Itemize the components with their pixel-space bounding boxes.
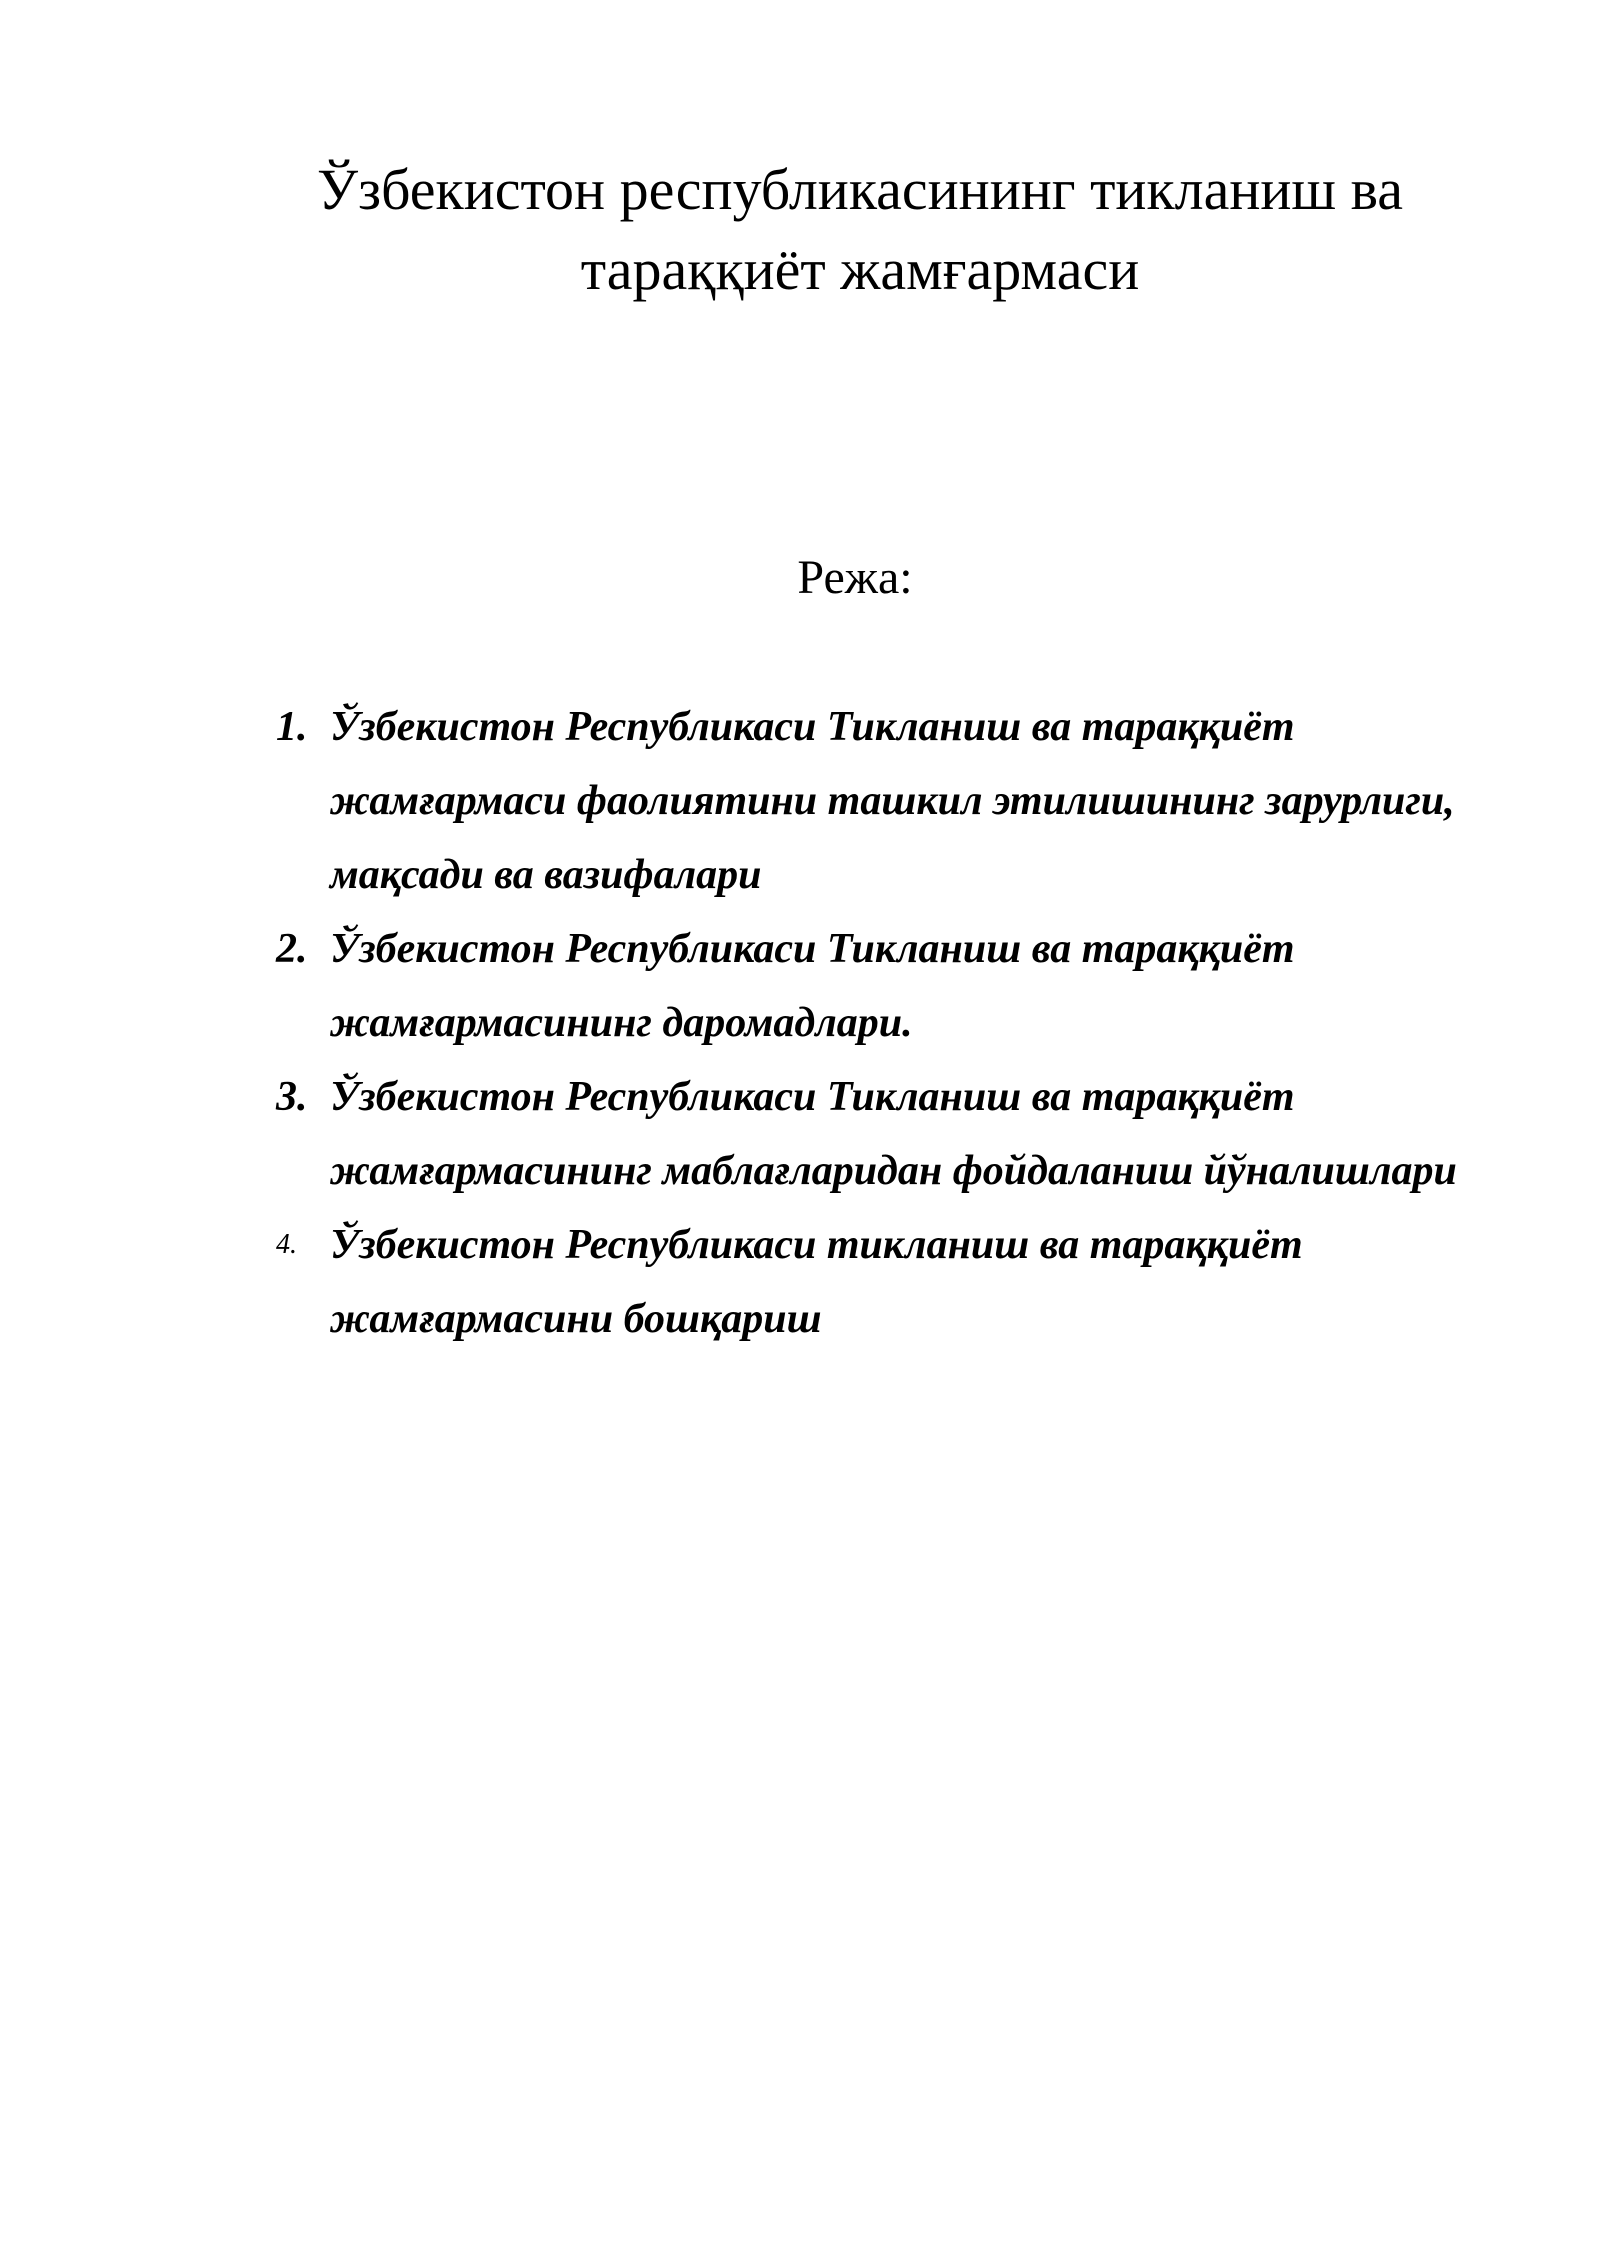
plan-list bbox=[268, 690, 1528, 1356]
plan-item-3 bbox=[268, 1060, 1528, 1208]
plan-item-number: 1. bbox=[276, 704, 308, 750]
plan-item-text: Ўзбекистон Республикаси тикланиш ва тараққиёт жамғармасини бошқариш bbox=[330, 1222, 1303, 1342]
plan-item-number: 3. bbox=[276, 1074, 308, 1120]
plan-item-text: Ўзбекистон Республикаси Тикланиш ва тараққиёт жамғармасининг маблағларидан фойдаланиш йўналишлари bbox=[330, 1074, 1457, 1194]
plan-item-text: Ўзбекистон Республикаси Тикланиш ва тараққиёт жамғармаси фаолиятини ташкил этилишининг зарурлиги, мақсади ва вазифалари bbox=[330, 704, 1455, 898]
plan-heading: Режа: bbox=[797, 551, 913, 604]
document-title-line-2: тараққиёт жамғармаси bbox=[580, 237, 1140, 302]
plan-item-2 bbox=[268, 912, 1528, 1060]
plan-item-number: 2. bbox=[276, 926, 308, 972]
plan-item-number: 4. bbox=[276, 1229, 297, 1260]
plan-item-1 bbox=[268, 690, 1528, 912]
plan-item-4 bbox=[268, 1208, 1528, 1356]
document-title-line-1: Ўзбекистон республикасининг тикланиш ва bbox=[317, 157, 1403, 222]
document-title bbox=[250, 150, 1470, 310]
plan-item-text: Ўзбекистон Республикаси Тикланиш ва тараққиёт жамғармасининг даромадлари. bbox=[330, 926, 1295, 1046]
